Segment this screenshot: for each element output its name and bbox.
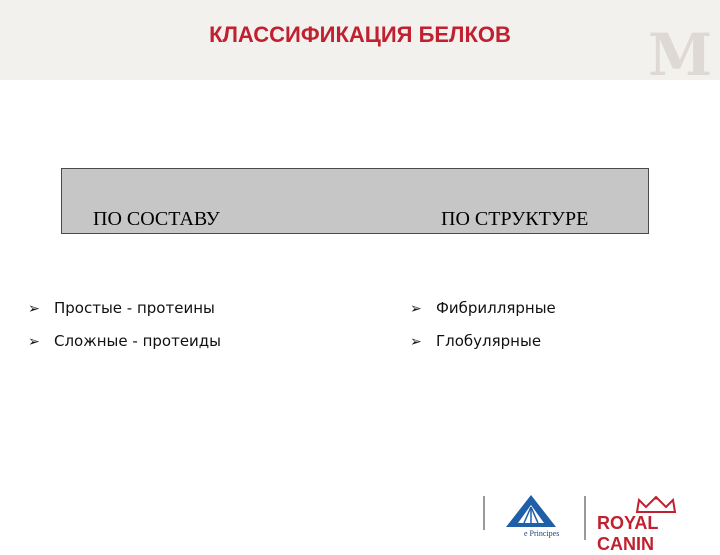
list-item	[410, 299, 556, 317]
column-heading-structure: ПО СТРУКТУРЕ	[441, 208, 589, 230]
list-item-label: Простые - протеины	[54, 299, 215, 317]
arrow-bullet-icon: ➢	[410, 301, 422, 317]
column-heading-composition: ПО СОСТАВУ	[93, 208, 220, 230]
list-item-label: Сложные - протеиды	[54, 332, 222, 350]
logo-divider	[584, 496, 586, 540]
arrow-bullet-icon: ➢	[28, 334, 40, 350]
list-item	[28, 332, 221, 350]
logo-divider	[483, 496, 485, 530]
partner-logo-text: e Principes	[524, 529, 560, 538]
page-title: КЛАССИФИКАЦИЯ БЕЛКОВ	[209, 22, 511, 47]
pyramid-logo-icon	[502, 493, 560, 529]
list-item	[28, 299, 215, 317]
list-item-label: Глобулярные	[436, 332, 542, 350]
list-item	[410, 332, 541, 350]
crown-icon	[635, 496, 677, 514]
footer-logos	[480, 488, 720, 554]
brand-logo-text: ROYAL CANIN	[597, 513, 659, 554]
arrow-bullet-icon: ➢	[28, 301, 40, 317]
arrow-bullet-icon: ➢	[410, 334, 422, 350]
header-watermark: M	[648, 21, 711, 89]
list-item-label: Фибриллярные	[436, 299, 556, 317]
